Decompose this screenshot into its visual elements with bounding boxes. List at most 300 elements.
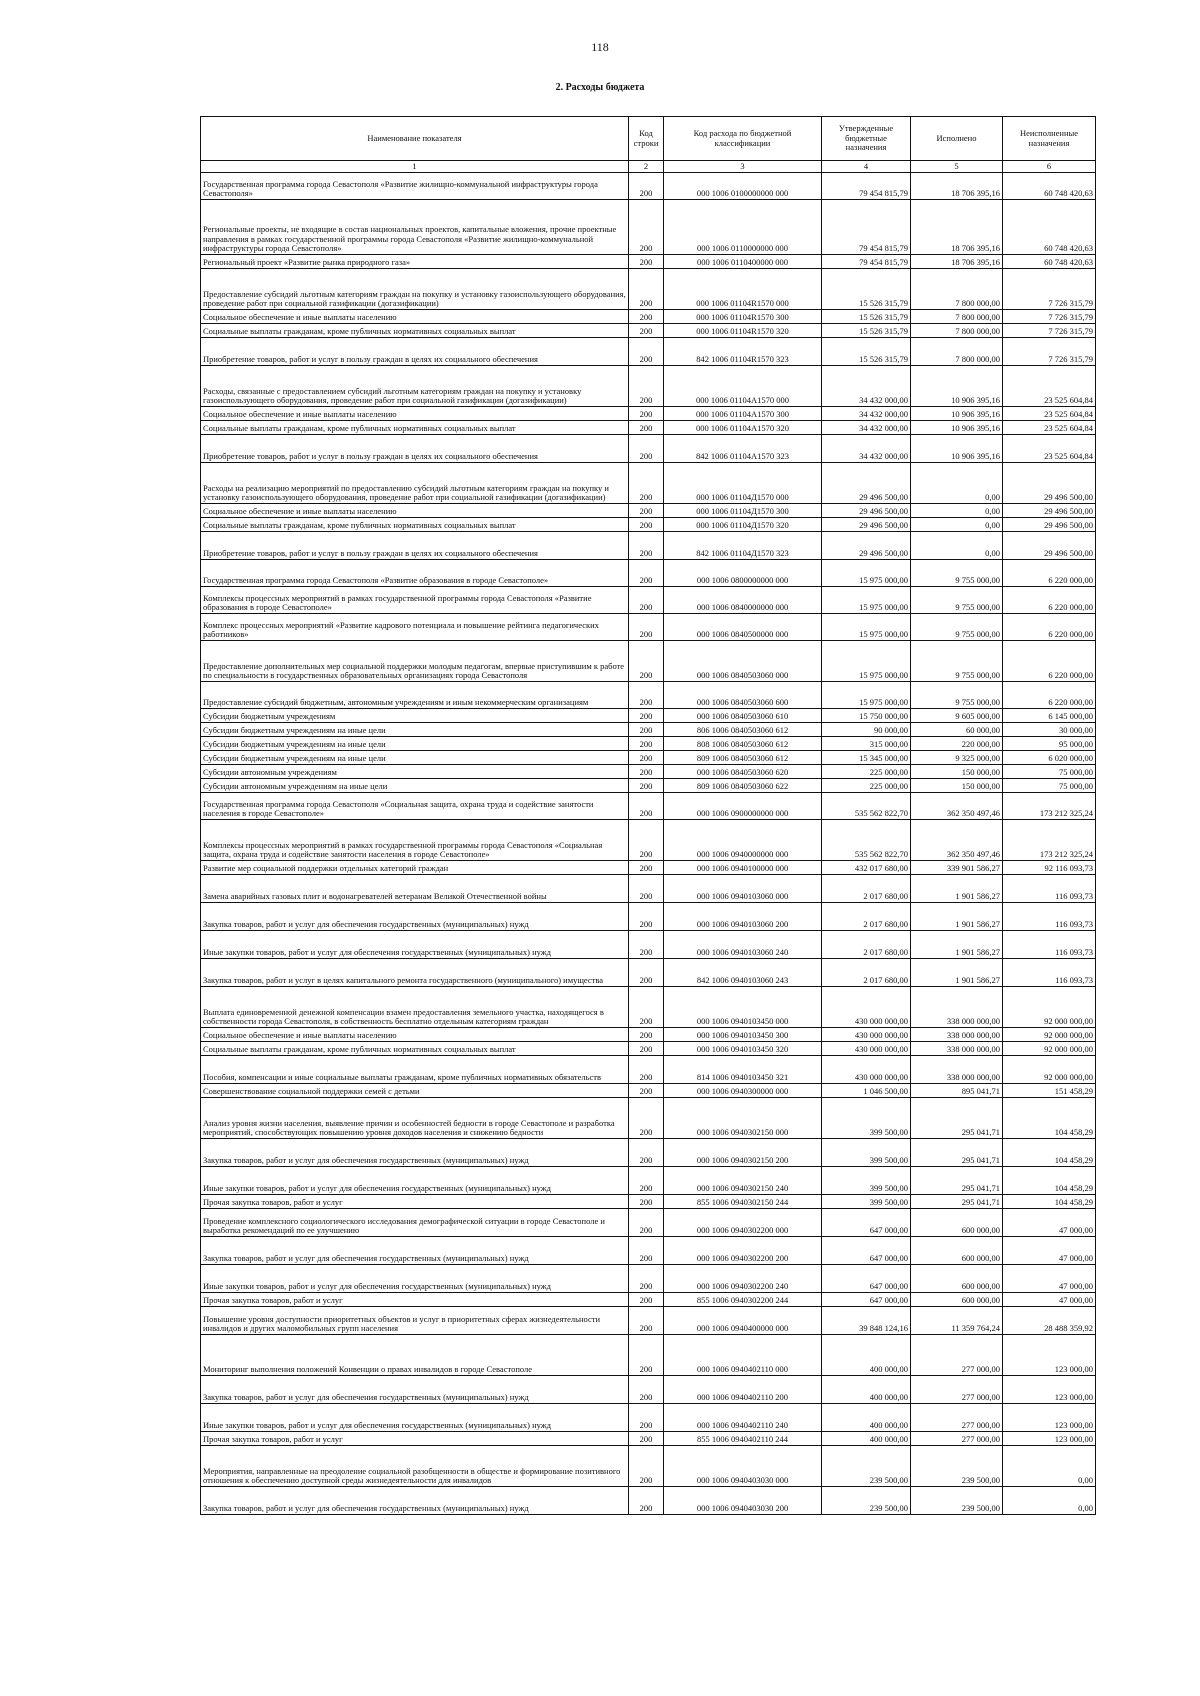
row-executed: 362 350 497,46 [911, 820, 1003, 861]
table-row [201, 1042, 1096, 1056]
row-name: Предоставление субсидий бюджетным, автономным учреждениям и иным некоммерческим организациям [201, 682, 629, 709]
row-executed: 239 500,00 [911, 1487, 1003, 1515]
table-row [201, 1028, 1096, 1042]
row-approved: 79 454 815,79 [822, 200, 911, 255]
row-name: Закупка товаров, работ и услуг для обеспечения государственных (муниципальных) нужд [201, 1139, 629, 1167]
row-unexecuted: 92 000 000,00 [1003, 1056, 1096, 1084]
table-row [201, 421, 1096, 435]
row-name: Субсидии бюджетным учреждениям на иные цели [201, 751, 629, 765]
row-name: Социальные выплаты гражданам, кроме публичных нормативных социальных выплат [201, 421, 629, 435]
row-executed: 7 800 000,00 [911, 269, 1003, 310]
row-name: Закупка товаров, работ и услуг для обеспечения государственных (муниципальных) нужд [201, 1376, 629, 1404]
row-approved: 15 526 315,79 [822, 310, 911, 324]
row-classification-code: 000 1006 0840500000 000 [664, 614, 822, 641]
row-classification-code: 000 1006 0940000000 000 [664, 820, 822, 861]
row-unexecuted: 7 726 315,79 [1003, 338, 1096, 366]
table-row [201, 1335, 1096, 1376]
row-unexecuted: 92 000 000,00 [1003, 987, 1096, 1028]
table-row [201, 765, 1096, 779]
row-line-code: 200 [629, 614, 664, 641]
row-classification-code: 000 1006 0110400000 000 [664, 255, 822, 269]
table-row [201, 1432, 1096, 1446]
row-name: Региональные проекты, не входящие в состав национальных проектов, капитальные вложения, прочие проектные направления в рамках государственной программы города Севастополя «Развитие жилищно-коммунальной инфраструктуры города Севастополя» [201, 200, 629, 255]
table-row [201, 587, 1096, 614]
row-name: Субсидии автономным учреждениям на иные цели [201, 779, 629, 793]
row-name: Региональный проект «Развитие рынка природного газа» [201, 255, 629, 269]
row-classification-code: 000 1006 0940103060 200 [664, 903, 822, 931]
header-name: Наименование показателя [201, 117, 629, 161]
row-approved: 15 526 315,79 [822, 269, 911, 310]
row-executed: 600 000,00 [911, 1265, 1003, 1293]
row-unexecuted: 6 220 000,00 [1003, 641, 1096, 682]
row-name: Государственная программа города Севастополя «Социальная защита, охрана труда и содействие занятости населения в городе Севастополе» [201, 793, 629, 820]
row-line-code: 200 [629, 463, 664, 504]
table-row [201, 366, 1096, 407]
row-executed: 9 325 000,00 [911, 751, 1003, 765]
row-unexecuted: 30 000,00 [1003, 723, 1096, 737]
row-name: Субсидии бюджетным учреждениям [201, 709, 629, 723]
row-approved: 15 975 000,00 [822, 560, 911, 587]
table-row [201, 504, 1096, 518]
row-executed: 150 000,00 [911, 779, 1003, 793]
row-name: Прочая закупка товаров, работ и услуг [201, 1195, 629, 1209]
row-approved: 29 496 500,00 [822, 518, 911, 532]
row-classification-code: 000 1006 0940302200 240 [664, 1265, 822, 1293]
table-row [201, 463, 1096, 504]
row-line-code: 200 [629, 959, 664, 987]
row-name: Предоставление субсидий льготным категориям граждан на покупку и установку газоиспользующего оборудования, проведение работ при социальной газификации (догазификации) [201, 269, 629, 310]
row-unexecuted: 47 000,00 [1003, 1265, 1096, 1293]
row-unexecuted: 116 093,73 [1003, 903, 1096, 931]
row-name: Прочая закупка товаров, работ и услуг [201, 1293, 629, 1307]
row-executed: 18 706 395,16 [911, 173, 1003, 200]
table-row [201, 1167, 1096, 1195]
row-approved: 29 496 500,00 [822, 504, 911, 518]
row-line-code: 200 [629, 1432, 664, 1446]
table-row [201, 1293, 1096, 1307]
row-line-code: 200 [629, 723, 664, 737]
column-number: 4 [822, 161, 911, 173]
row-classification-code: 000 1006 0110000000 000 [664, 200, 822, 255]
row-line-code: 200 [629, 421, 664, 435]
row-line-code: 200 [629, 366, 664, 407]
row-approved: 430 000 000,00 [822, 987, 911, 1028]
row-line-code: 200 [629, 504, 664, 518]
row-approved: 34 432 000,00 [822, 421, 911, 435]
row-executed: 10 906 395,16 [911, 435, 1003, 463]
row-executed: 277 000,00 [911, 1335, 1003, 1376]
row-unexecuted: 7 726 315,79 [1003, 310, 1096, 324]
row-name: Приобретение товаров, работ и услуг в пользу граждан в целях их социального обеспечения [201, 532, 629, 560]
row-line-code: 200 [629, 1487, 664, 1515]
table-row [201, 1098, 1096, 1139]
table-row [201, 532, 1096, 560]
row-classification-code: 000 1006 0840503060 600 [664, 682, 822, 709]
row-line-code: 200 [629, 310, 664, 324]
row-name: Закупка товаров, работ и услуг для обеспечения государственных (муниципальных) нужд [201, 1487, 629, 1515]
row-line-code: 200 [629, 793, 664, 820]
row-approved: 399 500,00 [822, 1098, 911, 1139]
table-row [201, 1265, 1096, 1293]
header-line-code: Код строки [629, 117, 664, 161]
row-classification-code: 000 1006 01104R1570 300 [664, 310, 822, 324]
row-unexecuted: 23 525 604,84 [1003, 366, 1096, 407]
row-approved: 2 017 680,00 [822, 931, 911, 959]
row-name: Комплексы процессных мероприятий в рамках государственной программы города Севастополя «Развитие образования в городе Севастополе» [201, 587, 629, 614]
table-row [201, 987, 1096, 1028]
row-unexecuted: 92 116 093,73 [1003, 861, 1096, 875]
row-classification-code: 000 1006 0840503060 610 [664, 709, 822, 723]
row-approved: 1 046 500,00 [822, 1084, 911, 1098]
row-approved: 34 432 000,00 [822, 435, 911, 463]
row-classification-code: 000 1006 0940103450 320 [664, 1042, 822, 1056]
table-row [201, 173, 1096, 200]
table-row [201, 407, 1096, 421]
row-name: Социальное обеспечение и иные выплаты населению [201, 1028, 629, 1042]
row-name: Закупка товаров, работ и услуг для обеспечения государственных (муниципальных) нужд [201, 903, 629, 931]
row-unexecuted: 92 000 000,00 [1003, 1042, 1096, 1056]
row-name: Субсидии бюджетным учреждениям на иные цели [201, 723, 629, 737]
row-approved: 647 000,00 [822, 1209, 911, 1237]
row-approved: 647 000,00 [822, 1237, 911, 1265]
row-executed: 239 500,00 [911, 1446, 1003, 1487]
row-line-code: 200 [629, 1237, 664, 1265]
row-executed: 9 755 000,00 [911, 641, 1003, 682]
row-classification-code: 842 1006 01104Д1570 323 [664, 532, 822, 560]
row-unexecuted: 123 000,00 [1003, 1432, 1096, 1446]
row-name: Социальные выплаты гражданам, кроме публичных нормативных социальных выплат [201, 1042, 629, 1056]
row-line-code: 200 [629, 269, 664, 310]
row-line-code: 200 [629, 682, 664, 709]
row-name: Предоставление дополнительных мер социальной поддержки молодым педагогам, впервые приступившим к работе по специальности в государственных образовательных организациях города Севастополя [201, 641, 629, 682]
row-line-code: 200 [629, 779, 664, 793]
row-unexecuted: 104 458,29 [1003, 1195, 1096, 1209]
table-body [201, 173, 1096, 1515]
row-line-code: 200 [629, 861, 664, 875]
row-executed: 277 000,00 [911, 1432, 1003, 1446]
table-row [201, 723, 1096, 737]
table-row [201, 338, 1096, 366]
column-number: 2 [629, 161, 664, 173]
row-line-code: 200 [629, 200, 664, 255]
row-approved: 399 500,00 [822, 1195, 911, 1209]
row-line-code: 200 [629, 709, 664, 723]
column-number: 1 [201, 161, 629, 173]
column-number: 6 [1003, 161, 1096, 173]
row-name: Комплекс процессных мероприятий «Развитие кадрового потенциала и повышение рейтинга педагогических работников» [201, 614, 629, 641]
row-classification-code: 000 1006 01104R1570 320 [664, 324, 822, 338]
row-executed: 0,00 [911, 463, 1003, 504]
row-classification-code: 000 1006 0940103450 000 [664, 987, 822, 1028]
row-name: Закупка товаров, работ и услуг для обеспечения государственных (муниципальных) нужд [201, 1237, 629, 1265]
row-unexecuted: 60 748 420,63 [1003, 255, 1096, 269]
row-executed: 9 605 000,00 [911, 709, 1003, 723]
row-executed: 1 901 586,27 [911, 931, 1003, 959]
row-unexecuted: 123 000,00 [1003, 1335, 1096, 1376]
row-executed: 0,00 [911, 532, 1003, 560]
row-name: Приобретение товаров, работ и услуг в пользу граждан в целях их социального обеспечения [201, 338, 629, 366]
row-approved: 400 000,00 [822, 1335, 911, 1376]
table-row [201, 959, 1096, 987]
row-unexecuted: 29 496 500,00 [1003, 518, 1096, 532]
row-executed: 295 041,71 [911, 1195, 1003, 1209]
row-classification-code: 855 1006 0940402110 244 [664, 1432, 822, 1446]
row-classification-code: 000 1006 0900000000 000 [664, 793, 822, 820]
row-executed: 1 901 586,27 [911, 875, 1003, 903]
row-classification-code: 814 1006 0940103450 321 [664, 1056, 822, 1084]
row-line-code: 200 [629, 1042, 664, 1056]
row-approved: 2 017 680,00 [822, 959, 911, 987]
row-name: Анализ уровня жизни населения, выявление причин и особенностей бедности в городе Севастополе и разработка мероприятий, способствующих повышению уровня доходов населения и снижению бедности [201, 1098, 629, 1139]
row-approved: 399 500,00 [822, 1167, 911, 1195]
row-line-code: 200 [629, 324, 664, 338]
row-executed: 362 350 497,46 [911, 793, 1003, 820]
row-approved: 225 000,00 [822, 779, 911, 793]
row-approved: 15 526 315,79 [822, 338, 911, 366]
row-executed: 18 706 395,16 [911, 255, 1003, 269]
row-classification-code: 000 1006 01104R1570 000 [664, 269, 822, 310]
row-approved: 15 526 315,79 [822, 324, 911, 338]
row-executed: 7 800 000,00 [911, 324, 1003, 338]
row-classification-code: 000 1006 0940400000 000 [664, 1307, 822, 1335]
table-row [201, 641, 1096, 682]
row-line-code: 200 [629, 1335, 664, 1376]
row-line-code: 200 [629, 903, 664, 931]
row-classification-code: 855 1006 0940302150 244 [664, 1195, 822, 1209]
row-name: Социальные выплаты гражданам, кроме публичных нормативных социальных выплат [201, 324, 629, 338]
row-approved: 535 562 822,70 [822, 793, 911, 820]
table-row [201, 1237, 1096, 1265]
table-row [201, 1446, 1096, 1487]
table-row [201, 1139, 1096, 1167]
row-line-code: 200 [629, 1084, 664, 1098]
row-approved: 34 432 000,00 [822, 366, 911, 407]
row-executed: 338 000 000,00 [911, 1056, 1003, 1084]
header-approved: Утвержденные бюджетные назначения [822, 117, 911, 161]
row-approved: 432 017 680,00 [822, 861, 911, 875]
row-name: Социальное обеспечение и иные выплаты населению [201, 310, 629, 324]
row-executed: 277 000,00 [911, 1376, 1003, 1404]
table-row [201, 793, 1096, 820]
row-name: Социальное обеспечение и иные выплаты населению [201, 504, 629, 518]
table-row [201, 903, 1096, 931]
row-unexecuted: 6 220 000,00 [1003, 682, 1096, 709]
row-classification-code: 000 1006 0940300000 000 [664, 1084, 822, 1098]
row-classification-code: 000 1006 01104Д1570 000 [664, 463, 822, 504]
table-row [201, 1084, 1096, 1098]
table-row [201, 200, 1096, 255]
row-unexecuted: 123 000,00 [1003, 1376, 1096, 1404]
row-name: Субсидии бюджетным учреждениям на иные цели [201, 737, 629, 751]
row-unexecuted: 6 220 000,00 [1003, 587, 1096, 614]
row-line-code: 200 [629, 1404, 664, 1432]
row-line-code: 200 [629, 737, 664, 751]
row-line-code: 200 [629, 435, 664, 463]
row-classification-code: 806 1006 0840503060 612 [664, 723, 822, 737]
table-row [201, 255, 1096, 269]
row-approved: 239 500,00 [822, 1446, 911, 1487]
row-line-code: 200 [629, 765, 664, 779]
row-classification-code: 000 1006 0940100000 000 [664, 861, 822, 875]
row-classification-code: 000 1006 0940402110 240 [664, 1404, 822, 1432]
row-classification-code: 000 1006 0940103060 000 [664, 875, 822, 903]
table-row [201, 560, 1096, 587]
row-classification-code: 000 1006 0940302200 200 [664, 1237, 822, 1265]
row-executed: 7 800 000,00 [911, 310, 1003, 324]
row-unexecuted: 29 496 500,00 [1003, 463, 1096, 504]
row-unexecuted: 60 748 420,63 [1003, 173, 1096, 200]
row-approved: 239 500,00 [822, 1487, 911, 1515]
row-classification-code: 000 1006 0940302150 000 [664, 1098, 822, 1139]
row-name: Государственная программа города Севастополя «Развитие жилищно-коммунальной инфраструктуры города Севастополя» [201, 173, 629, 200]
row-executed: 10 906 395,16 [911, 366, 1003, 407]
row-classification-code: 842 1006 0940103060 243 [664, 959, 822, 987]
row-name: Повышение уровня доступности приоритетных объектов и услуг в приоритетных сферах жизнедеятельности инвалидов и других маломобильных групп населения [201, 1307, 629, 1335]
row-name: Иные закупки товаров, работ и услуг для обеспечения государственных (муниципальных) нужд [201, 1265, 629, 1293]
row-line-code: 200 [629, 1167, 664, 1195]
row-line-code: 200 [629, 338, 664, 366]
row-line-code: 200 [629, 1446, 664, 1487]
row-line-code: 200 [629, 1098, 664, 1139]
row-name: Расходы, связанные с предоставлением субсидий льготным категориям граждан на покупку и установку газоиспользующего оборудования, проведение работ при социальной газификации (догазификации) [201, 366, 629, 407]
row-classification-code: 000 1006 0940302150 240 [664, 1167, 822, 1195]
table-row [201, 751, 1096, 765]
row-name: Совершенствование социальной поддержки семей с детьми [201, 1084, 629, 1098]
row-approved: 15 750 000,00 [822, 709, 911, 723]
row-executed: 220 000,00 [911, 737, 1003, 751]
row-unexecuted: 7 726 315,79 [1003, 324, 1096, 338]
row-name: Социальные выплаты гражданам, кроме публичных нормативных социальных выплат [201, 518, 629, 532]
row-approved: 15 975 000,00 [822, 587, 911, 614]
row-line-code: 200 [629, 641, 664, 682]
row-unexecuted: 6 220 000,00 [1003, 614, 1096, 641]
row-unexecuted: 104 458,29 [1003, 1098, 1096, 1139]
row-unexecuted: 75 000,00 [1003, 765, 1096, 779]
row-unexecuted: 123 000,00 [1003, 1404, 1096, 1432]
row-line-code: 200 [629, 1307, 664, 1335]
row-approved: 400 000,00 [822, 1432, 911, 1446]
table-row [201, 931, 1096, 959]
row-unexecuted: 151 458,29 [1003, 1084, 1096, 1098]
header-classification-code: Код расхода по бюджетной классификации [664, 117, 822, 161]
header-unexecuted: Неисполненные назначения [1003, 117, 1096, 161]
row-approved: 430 000 000,00 [822, 1042, 911, 1056]
table-row [201, 709, 1096, 723]
header-executed: Исполнено [911, 117, 1003, 161]
column-number: 5 [911, 161, 1003, 173]
row-classification-code: 000 1006 0800000000 000 [664, 560, 822, 587]
row-approved: 430 000 000,00 [822, 1028, 911, 1042]
row-classification-code: 000 1006 0840503060 000 [664, 641, 822, 682]
row-approved: 647 000,00 [822, 1293, 911, 1307]
row-line-code: 200 [629, 407, 664, 421]
row-line-code: 200 [629, 1056, 664, 1084]
row-executed: 600 000,00 [911, 1293, 1003, 1307]
row-unexecuted: 23 525 604,84 [1003, 407, 1096, 421]
table-row [201, 435, 1096, 463]
row-unexecuted: 6 145 000,00 [1003, 709, 1096, 723]
row-unexecuted: 23 525 604,84 [1003, 421, 1096, 435]
row-executed: 9 755 000,00 [911, 682, 1003, 709]
row-classification-code: 000 1006 0940403030 000 [664, 1446, 822, 1487]
row-approved: 39 848 124,16 [822, 1307, 911, 1335]
row-classification-code: 000 1006 0100000000 000 [664, 173, 822, 200]
row-line-code: 200 [629, 173, 664, 200]
row-name: Иные закупки товаров, работ и услуг для обеспечения государственных (муниципальных) нужд [201, 1404, 629, 1432]
row-classification-code: 000 1006 0940402110 000 [664, 1335, 822, 1376]
row-line-code: 200 [629, 1376, 664, 1404]
row-executed: 295 041,71 [911, 1098, 1003, 1139]
row-unexecuted: 6 020 000,00 [1003, 751, 1096, 765]
row-name: Субсидии автономным учреждениям [201, 765, 629, 779]
row-line-code: 200 [629, 587, 664, 614]
row-approved: 535 562 822,70 [822, 820, 911, 861]
row-name: Выплата единовременной денежной компенсации взамен предоставления земельного участка, находящегося в собственности города Севастополя, в собственность бесплатно отдельным категориям граждан [201, 987, 629, 1028]
table-row [201, 614, 1096, 641]
table-row [201, 737, 1096, 751]
row-line-code: 200 [629, 532, 664, 560]
row-unexecuted: 23 525 604,84 [1003, 435, 1096, 463]
row-line-code: 200 [629, 1265, 664, 1293]
row-executed: 277 000,00 [911, 1404, 1003, 1432]
row-approved: 647 000,00 [822, 1265, 911, 1293]
row-unexecuted: 173 212 325,24 [1003, 793, 1096, 820]
row-executed: 895 041,71 [911, 1084, 1003, 1098]
row-unexecuted: 7 726 315,79 [1003, 269, 1096, 310]
row-unexecuted: 92 000 000,00 [1003, 1028, 1096, 1042]
row-unexecuted: 95 000,00 [1003, 737, 1096, 751]
row-name: Приобретение товаров, работ и услуг в пользу граждан в целях их социального обеспечения [201, 435, 629, 463]
row-name: Комплексы процессных мероприятий в рамках государственной программы города Севастополя «Социальная защита, охрана труда и содействие занятости населения в городе Севастополе» [201, 820, 629, 861]
table-row [201, 861, 1096, 875]
row-line-code: 200 [629, 1209, 664, 1237]
row-name: Замена аварийных газовых плит и водонагревателей ветеранам Великой Отечественной войны [201, 875, 629, 903]
row-classification-code: 000 1006 01104Д1570 320 [664, 518, 822, 532]
row-name: Развитие мер социальной поддержки отдельных категорий граждан [201, 861, 629, 875]
table-row [201, 820, 1096, 861]
table-row [201, 682, 1096, 709]
row-classification-code: 000 1006 0940403030 200 [664, 1487, 822, 1515]
row-approved: 79 454 815,79 [822, 255, 911, 269]
row-classification-code: 000 1006 0940103060 240 [664, 931, 822, 959]
table-row [201, 1376, 1096, 1404]
row-approved: 225 000,00 [822, 765, 911, 779]
row-line-code: 200 [629, 1195, 664, 1209]
row-executed: 11 359 764,24 [911, 1307, 1003, 1335]
row-unexecuted: 60 748 420,63 [1003, 200, 1096, 255]
row-unexecuted: 104 458,29 [1003, 1139, 1096, 1167]
row-approved: 15 345 000,00 [822, 751, 911, 765]
row-executed: 338 000 000,00 [911, 987, 1003, 1028]
row-classification-code: 000 1006 01104А1570 300 [664, 407, 822, 421]
section-title: 2. Расходы бюджета [555, 82, 645, 93]
row-approved: 400 000,00 [822, 1404, 911, 1432]
row-executed: 7 800 000,00 [911, 338, 1003, 366]
row-approved: 399 500,00 [822, 1139, 911, 1167]
row-name: Проведение комплексного социологического исследования демографической ситуации в городе Севастополе и выработка рекомендаций по ее улучшению [201, 1209, 629, 1237]
row-approved: 79 454 815,79 [822, 173, 911, 200]
table-row [201, 1056, 1096, 1084]
row-unexecuted: 116 093,73 [1003, 959, 1096, 987]
table-row [201, 1487, 1096, 1515]
row-unexecuted: 0,00 [1003, 1487, 1096, 1515]
row-approved: 15 975 000,00 [822, 641, 911, 682]
row-classification-code: 000 1006 0840000000 000 [664, 587, 822, 614]
row-classification-code: 809 1006 0840503060 622 [664, 779, 822, 793]
table-row [201, 875, 1096, 903]
row-approved: 400 000,00 [822, 1376, 911, 1404]
row-executed: 1 901 586,27 [911, 959, 1003, 987]
